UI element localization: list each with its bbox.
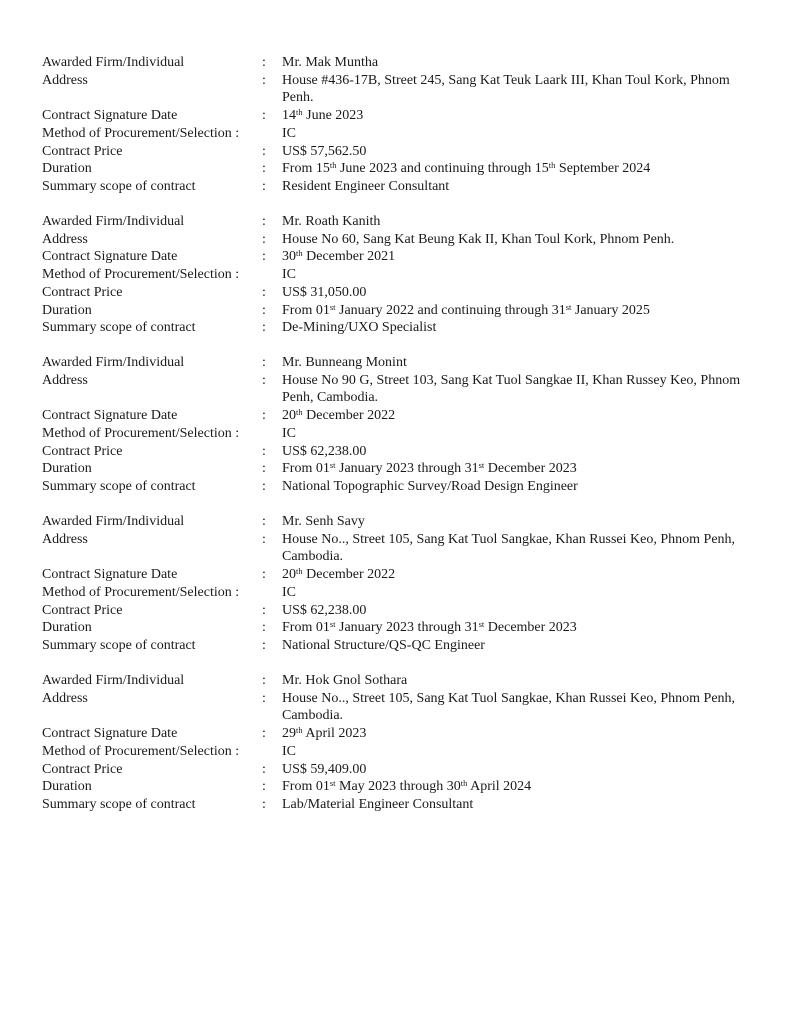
firm-row <box>42 54 762 72</box>
firm-label: Awarded Firm/Individual <box>42 214 185 229</box>
duration-suffix: st <box>329 301 336 312</box>
duration-row <box>42 778 762 796</box>
method-value: IC <box>282 743 296 759</box>
colon: : <box>262 108 266 124</box>
colon: : <box>262 355 266 370</box>
contract-record-1 <box>42 54 762 196</box>
method-value: IC <box>282 267 296 283</box>
duration-value <box>282 302 762 320</box>
duration-part: From 01 <box>282 779 330 795</box>
firm-value: Mr. Senh Savy <box>282 514 365 529</box>
firm-row <box>42 513 762 531</box>
duration-label: Duration <box>42 302 92 318</box>
duration-suffix: th <box>460 778 468 789</box>
scope-label: Summary scope of contract <box>42 320 196 336</box>
scope-label: Summary scope of contract <box>42 796 196 812</box>
colon: : <box>262 690 266 706</box>
method-label: Method of Procurement/Selection : <box>42 125 240 141</box>
address-value: House No 60, Sang Kat Beung Kak II, Khan Toul Kork, Phnom Penh. <box>282 231 675 247</box>
colon: : <box>262 567 266 583</box>
duration-label: Duration <box>42 620 92 636</box>
firm-label: Awarded Firm/Individual <box>42 355 185 370</box>
duration-part: January 2023 through 31 <box>335 461 479 477</box>
colon: : <box>262 320 266 336</box>
firm-value: Mr. Bunneang Monint <box>282 355 407 370</box>
scope-value: National Topographic Survey/Road Design Engineer <box>282 478 578 494</box>
colon: : <box>262 514 266 529</box>
price-value: US$ 57,562.50 <box>282 143 367 159</box>
duration-row <box>42 619 762 637</box>
colon: : <box>262 531 266 547</box>
duration-label: Duration <box>42 779 92 795</box>
method-row <box>42 584 762 602</box>
duration-part: April 2024 <box>467 779 532 795</box>
firm-label: Awarded Firm/Individual <box>42 673 185 688</box>
colon: : <box>262 602 266 618</box>
address-label: Address <box>42 231 88 247</box>
price-label: Contract Price <box>42 443 123 459</box>
date-rest: June 2023 <box>302 108 364 124</box>
scope-label: Summary scope of contract <box>42 178 196 194</box>
signature-date-value <box>282 725 762 743</box>
address-label: Address <box>42 372 88 388</box>
colon: : <box>262 72 266 88</box>
duration-part: From 01 <box>282 461 330 477</box>
colon: : <box>262 231 266 247</box>
contract-record-2 <box>42 213 762 337</box>
price-row <box>42 761 762 779</box>
colon: : <box>262 726 266 742</box>
price-row <box>42 443 762 461</box>
date-rest: December 2022 <box>302 408 396 424</box>
method-row <box>42 125 762 143</box>
colon: : <box>262 178 266 194</box>
colon: : <box>262 408 266 424</box>
duration-value <box>282 460 762 478</box>
duration-suffix: st <box>478 619 485 630</box>
scope-row <box>42 178 762 196</box>
duration-value <box>282 778 762 796</box>
duration-part: January 2025 <box>571 302 650 318</box>
scope-row <box>42 637 762 655</box>
firm-row <box>42 213 762 231</box>
signature-date-row <box>42 248 762 266</box>
signature-date-label: Contract Signature Date <box>42 408 178 424</box>
colon: : <box>262 796 266 812</box>
scope-label: Summary scope of contract <box>42 637 196 653</box>
scope-value: De-Mining/UXO Specialist <box>282 320 437 336</box>
firm-value: Mr. Mak Muntha <box>282 55 379 70</box>
address-label: Address <box>42 72 88 88</box>
method-row <box>42 266 762 284</box>
duration-value <box>282 160 762 178</box>
colon: : <box>262 143 266 159</box>
contract-record-4 <box>42 513 762 655</box>
colon: : <box>262 55 266 70</box>
price-label: Contract Price <box>42 284 123 300</box>
address-row <box>42 231 762 249</box>
address-row <box>42 72 762 107</box>
method-value: IC <box>282 125 296 141</box>
date-rest: April 2023 <box>302 726 367 742</box>
firm-label: Awarded Firm/Individual <box>42 514 185 529</box>
signature-date-row <box>42 107 762 125</box>
contract-record-5 <box>42 672 762 814</box>
duration-part: January 2023 through 31 <box>335 620 479 636</box>
colon: : <box>262 249 266 265</box>
contract-record-3 <box>42 354 762 496</box>
duration-suffix: st <box>329 778 336 789</box>
signature-date-label: Contract Signature Date <box>42 108 178 124</box>
address-label: Address <box>42 531 88 547</box>
firm-label: Awarded Firm/Individual <box>42 55 185 70</box>
duration-suffix: st <box>565 301 572 312</box>
date-day: 30 <box>282 249 296 265</box>
method-label: Method of Procurement/Selection : <box>42 584 240 600</box>
duration-part: From 01 <box>282 302 330 318</box>
price-label: Contract Price <box>42 761 123 777</box>
price-value: US$ 59,409.00 <box>282 761 367 777</box>
duration-row <box>42 160 762 178</box>
address-value: House No.., Street 105, Sang Kat Tuol Sangkae, Khan Russei Keo, Phnom Penh, Cambodia. <box>282 531 736 565</box>
colon: : <box>262 761 266 777</box>
date-suffix: th <box>296 107 303 118</box>
duration-suffix: st <box>478 460 485 471</box>
scope-row <box>42 478 762 496</box>
duration-part: September 2024 <box>555 161 651 177</box>
colon: : <box>262 637 266 653</box>
signature-date-value <box>282 566 762 584</box>
duration-suffix: th <box>548 160 556 171</box>
method-label: Method of Procurement/Selection : <box>42 743 240 759</box>
duration-suffix: st <box>329 619 336 630</box>
signature-date-row <box>42 725 762 743</box>
signature-date-label: Contract Signature Date <box>42 249 178 265</box>
method-label: Method of Procurement/Selection : <box>42 267 240 283</box>
duration-part: June 2023 and continuing through 15 <box>336 161 549 177</box>
colon: : <box>262 673 266 688</box>
price-label: Contract Price <box>42 602 123 618</box>
firm-value: Mr. Hok Gnol Sothara <box>282 673 408 688</box>
method-label: Method of Procurement/Selection : <box>42 425 240 441</box>
date-day: 29 <box>282 726 296 742</box>
firm-row <box>42 672 762 690</box>
date-suffix: th <box>296 248 303 259</box>
duration-suffix: st <box>329 460 336 471</box>
price-row <box>42 143 762 161</box>
date-suffix: th <box>296 725 303 736</box>
date-rest: December 2022 <box>302 567 396 583</box>
date-day: 20 <box>282 567 296 583</box>
price-value: US$ 62,238.00 <box>282 602 367 618</box>
duration-suffix: th <box>329 160 337 171</box>
method-row <box>42 425 762 443</box>
signature-date-value <box>282 107 762 125</box>
colon: : <box>262 372 266 388</box>
signature-date-row <box>42 566 762 584</box>
colon: : <box>262 161 266 177</box>
scope-row <box>42 796 762 814</box>
date-rest: December 2021 <box>302 249 396 265</box>
duration-part: From 15 <box>282 161 330 177</box>
colon: : <box>262 620 266 636</box>
date-day: 14 <box>282 108 296 124</box>
price-value: US$ 31,050.00 <box>282 284 367 300</box>
address-value: House #436-17B, Street 245, Sang Kat Teuk Laark III, Khan Toul Kork, Phnom Penh. <box>282 72 730 106</box>
scope-value: Lab/Material Engineer Consultant <box>282 796 474 812</box>
duration-part: From 01 <box>282 620 330 636</box>
duration-value <box>282 619 762 637</box>
date-day: 20 <box>282 408 296 424</box>
colon: : <box>262 214 266 229</box>
colon: : <box>262 779 266 795</box>
address-value: House No 90 G, Street 103, Sang Kat Tuol Sangkae II, Khan Russey Keo, Phnom Penh, Cambodia. <box>282 372 741 406</box>
signature-date-value <box>282 248 762 266</box>
colon: : <box>262 302 266 318</box>
duration-part: January 2022 and continuing through 31 <box>335 302 566 318</box>
date-suffix: th <box>296 566 303 577</box>
colon: : <box>262 443 266 459</box>
firm-row <box>42 354 762 372</box>
address-row <box>42 690 762 725</box>
signature-date-label: Contract Signature Date <box>42 726 178 742</box>
duration-row <box>42 460 762 478</box>
address-row <box>42 372 762 407</box>
price-label: Contract Price <box>42 143 123 159</box>
scope-row <box>42 319 762 337</box>
signature-date-row <box>42 407 762 425</box>
price-row <box>42 284 762 302</box>
duration-label: Duration <box>42 461 92 477</box>
colon: : <box>262 478 266 494</box>
duration-label: Duration <box>42 161 92 177</box>
duration-part: December 2023 <box>484 461 577 477</box>
duration-part: December 2023 <box>484 620 577 636</box>
method-row <box>42 743 762 761</box>
duration-part: May 2023 through 30 <box>335 779 461 795</box>
method-value: IC <box>282 425 296 441</box>
address-row <box>42 531 762 566</box>
colon: : <box>262 461 266 477</box>
colon: : <box>262 284 266 300</box>
method-value: IC <box>282 584 296 600</box>
signature-date-value <box>282 407 762 425</box>
scope-label: Summary scope of contract <box>42 478 196 494</box>
signature-date-label: Contract Signature Date <box>42 567 178 583</box>
address-label: Address <box>42 690 88 706</box>
address-value: House No.., Street 105, Sang Kat Tuol Sangkae, Khan Russei Keo, Phnom Penh, Cambodia. <box>282 690 736 724</box>
duration-row <box>42 302 762 320</box>
price-row <box>42 602 762 620</box>
firm-value: Mr. Roath Kanith <box>282 214 381 229</box>
scope-value: Resident Engineer Consultant <box>282 178 450 194</box>
date-suffix: th <box>296 407 303 418</box>
scope-value: National Structure/QS-QC Engineer <box>282 637 485 653</box>
price-value: US$ 62,238.00 <box>282 443 367 459</box>
